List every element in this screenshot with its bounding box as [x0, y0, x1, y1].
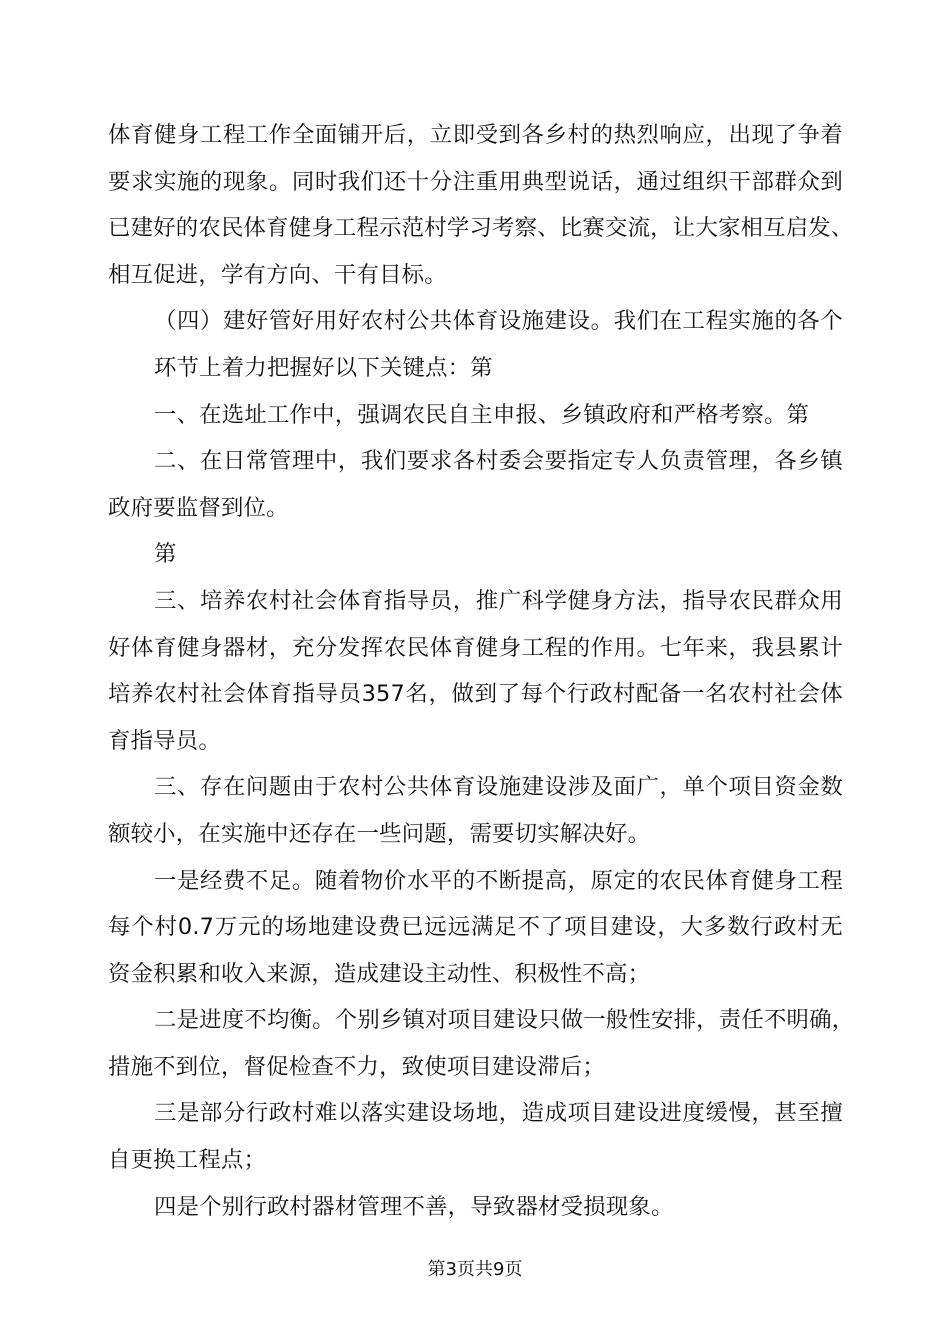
text-line: 相互促进，学有方向、干有目标。 — [108, 261, 447, 288]
text-line: 三是部分行政村难以落实建设场地，造成项目建设进度缓慢，甚至擅 — [154, 1100, 843, 1127]
text-line: 每个村0.7万元的场地建设费已远远满足不了项目建设，大多数行政村无 — [108, 914, 843, 941]
text-line: 四是个别行政村器材管理不善，导致器材受损现象。 — [154, 1193, 674, 1220]
text-line: 二是进度不均衡。个别乡镇对项目建设只做一般性安排，责任不明确， — [154, 1007, 855, 1034]
text-line: 一是经费不足。随着物价水平的不断提高，原定的农民体育健身工程 — [154, 867, 843, 894]
text-line: 育指导员。 — [108, 727, 221, 754]
text-line: 培养农村社会体育指导员357名，做到了每个行政村配备一名农村社会体 — [108, 681, 843, 708]
page-number-footer: 第3页共9页 — [427, 1259, 523, 1280]
document-body — [108, 112, 855, 1230]
text-line: 二、在日常管理中，我们要求各村委会要指定专人负责管理，各乡镇 — [154, 448, 843, 475]
text-line: （四）建好管好用好农村公共体育设施建设。我们在工程实施的各个 — [154, 308, 843, 335]
text-line: 三、存在问题由于农村公共体育设施建设涉及面广，单个项目资金数 — [154, 774, 843, 801]
text-line: 三、培养农村社会体育指导员，推广科学健身方法，指导农民群众用 — [154, 587, 843, 614]
text-line: 第 — [154, 541, 177, 568]
text-line: 要求实施的现象。同时我们还十分注重用典型说话，通过组织干部群众到 — [108, 168, 843, 195]
text-line: 额较小，在实施中还存在一些问题，需要切实解决好。 — [108, 820, 651, 847]
text-line: 好体育健身器材，充分发挥农民体育健身工程的作用。七年来，我县累计 — [108, 634, 843, 661]
text-line: 资金积累和收入来源，造成建设主动性、积极性不高； — [108, 960, 651, 987]
text-line: 政府要监督到位。 — [108, 494, 289, 521]
text-line: 自更换工程点； — [108, 1147, 267, 1174]
text-line: 已建好的农民体育健身工程示范村学习考察、比赛交流，让大家相互启发、 — [108, 215, 854, 242]
text-line: 措施不到位，督促检查不力，致使项目建设滞后； — [108, 1053, 605, 1080]
text-line: 一、在选址工作中，强调农民自主申报、乡镇政府和严格考察。第 — [154, 401, 810, 428]
text-line: 环节上着力把握好以下关键点：第 — [154, 354, 493, 381]
text-line: 体育健身工程工作全面铺开后，立即受到各乡村的热烈响应，出现了争着 — [108, 122, 843, 148]
